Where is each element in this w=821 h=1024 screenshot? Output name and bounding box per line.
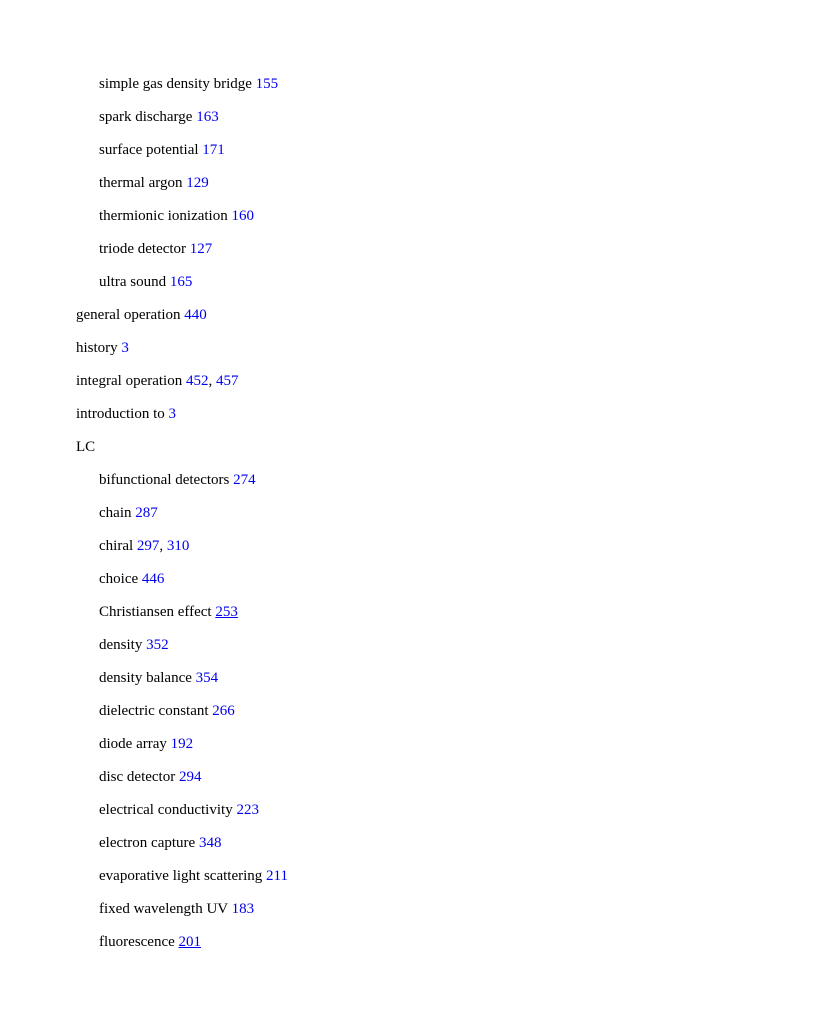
page-number-link[interactable]: 446 bbox=[141, 571, 165, 587]
index-term: density balance bbox=[99, 670, 192, 686]
page-number-link[interactable]: 163 bbox=[196, 109, 219, 125]
index-list bbox=[0, 74, 821, 965]
page-number-link[interactable]: 297 bbox=[136, 538, 160, 554]
index-subentry bbox=[0, 173, 821, 206]
index-entry bbox=[0, 437, 821, 470]
index-term: dielectric constant bbox=[99, 703, 209, 719]
page-number-link[interactable]: 129 bbox=[186, 175, 209, 191]
page-number-link[interactable]: 223 bbox=[236, 802, 259, 818]
index-subentry bbox=[0, 503, 821, 536]
index-subentry bbox=[0, 635, 821, 668]
index-term: density bbox=[99, 637, 143, 653]
page-number-link[interactable]: 354 bbox=[195, 670, 219, 686]
index-subentry bbox=[0, 140, 821, 173]
page-number-link[interactable]: 165 bbox=[169, 274, 193, 290]
page-number-link[interactable]: 211 bbox=[266, 868, 288, 884]
index-subentry bbox=[0, 866, 821, 899]
index-term: LC bbox=[76, 439, 96, 455]
page-number-link[interactable]: 3 bbox=[121, 340, 129, 356]
index-subentry bbox=[0, 668, 821, 701]
index-term: thermionic ionization bbox=[99, 208, 228, 224]
page-number-link[interactable]: 352 bbox=[146, 637, 169, 653]
page-number-link[interactable]: 287 bbox=[135, 505, 158, 521]
page-number-link[interactable]: 160 bbox=[231, 208, 254, 224]
index-entry bbox=[0, 404, 821, 437]
index-subentry bbox=[0, 833, 821, 866]
page-number-link[interactable]: 266 bbox=[212, 703, 235, 719]
index-term: general operation bbox=[76, 307, 181, 323]
index-term: fixed wavelength UV bbox=[99, 901, 228, 917]
page-number-link[interactable]: 183 bbox=[231, 901, 255, 917]
index-term: ultra sound bbox=[99, 274, 167, 290]
page-number-link[interactable]: 310 bbox=[166, 538, 190, 554]
index-entry bbox=[0, 371, 821, 404]
index-term: integral operation bbox=[76, 373, 183, 389]
index-subentry bbox=[0, 536, 821, 569]
index-term: spark discharge bbox=[99, 109, 193, 125]
page-number-link[interactable]: 440 bbox=[184, 307, 207, 323]
index-entry bbox=[0, 305, 821, 338]
page-number-link[interactable]: 452 bbox=[185, 373, 209, 389]
page-number-link[interactable]: 253 bbox=[215, 604, 238, 620]
index-subentry bbox=[0, 932, 821, 965]
index-term: bifunctional detectors bbox=[99, 472, 230, 488]
index-term: Christiansen effect bbox=[99, 604, 212, 620]
index-subentry bbox=[0, 569, 821, 602]
page-number-link[interactable]: 274 bbox=[233, 472, 256, 488]
index-term: chain bbox=[99, 505, 132, 521]
page-number-link[interactable]: 155 bbox=[255, 76, 279, 92]
page-number-link[interactable]: 201 bbox=[178, 934, 202, 950]
index-subentry bbox=[0, 767, 821, 800]
index-subentry bbox=[0, 74, 821, 107]
index-term: electrical conductivity bbox=[99, 802, 233, 818]
index-term: triode detector bbox=[99, 241, 187, 257]
index-term: chiral bbox=[99, 538, 134, 554]
index-term: diode array bbox=[99, 736, 167, 752]
page-number-link[interactable]: 457 bbox=[215, 373, 239, 389]
index-subentry bbox=[0, 734, 821, 767]
page-separator: , bbox=[208, 373, 216, 389]
index-term: evaporative light scattering bbox=[99, 868, 263, 884]
index-subentry bbox=[0, 206, 821, 239]
index-subentry bbox=[0, 701, 821, 734]
index-term: introduction to bbox=[76, 406, 165, 422]
index-term: thermal argon bbox=[99, 175, 183, 191]
index-term: electron capture bbox=[99, 835, 196, 851]
index-term: choice bbox=[99, 571, 139, 587]
page-number-link[interactable]: 171 bbox=[202, 142, 225, 158]
index-subentry bbox=[0, 272, 821, 305]
page-number-link[interactable]: 348 bbox=[198, 835, 222, 851]
index-subentry bbox=[0, 899, 821, 932]
index-subentry bbox=[0, 800, 821, 833]
index-term: simple gas density bridge bbox=[99, 76, 252, 92]
page-number-link[interactable]: 3 bbox=[168, 406, 176, 422]
page-number-link[interactable]: 294 bbox=[178, 769, 202, 785]
index-subentry bbox=[0, 107, 821, 140]
index-subentry bbox=[0, 470, 821, 503]
index-entry bbox=[0, 338, 821, 371]
page-number-link[interactable]: 192 bbox=[170, 736, 194, 752]
index-term: surface potential bbox=[99, 142, 199, 158]
index-term: disc detector bbox=[99, 769, 176, 785]
index-subentry bbox=[0, 602, 821, 635]
index-term: history bbox=[76, 340, 118, 356]
index-term: fluorescence bbox=[99, 934, 175, 950]
page-number-link[interactable]: 127 bbox=[189, 241, 213, 257]
index-subentry bbox=[0, 239, 821, 272]
page-separator: , bbox=[159, 538, 167, 554]
